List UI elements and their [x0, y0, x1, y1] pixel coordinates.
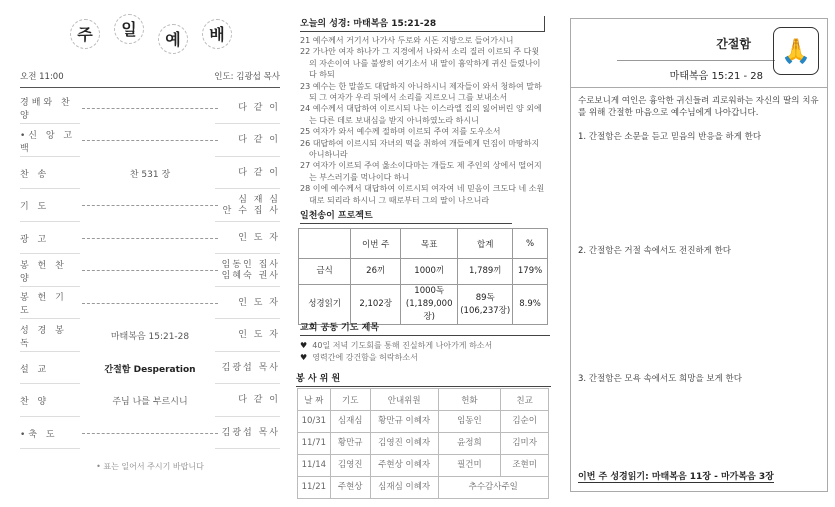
table-cell: 2,102장	[351, 285, 401, 325]
scripture-verses	[300, 35, 545, 206]
table-cell: 10/31	[298, 411, 331, 433]
table-cell: 주현상	[330, 477, 370, 499]
volunteer-heading: 봉 사 위 원	[296, 371, 551, 387]
table-cell: 필건미	[438, 455, 501, 477]
header-cell	[299, 229, 351, 259]
prayer-item: ♥ 40일 저녁 기도회를 통해 진실하게 나아가게 하소서	[300, 341, 493, 350]
worship-row	[20, 325, 280, 349]
table-cell: 김순이	[501, 411, 549, 433]
worship-row	[20, 228, 280, 248]
prayer-heading: 교회 공동 기도 제목	[300, 320, 550, 336]
table-row	[298, 411, 549, 433]
volunteer-table	[297, 388, 549, 499]
row-person: 다 같 이	[238, 167, 280, 178]
table-cell: 1000독 (1,189,000장)	[401, 285, 458, 325]
worship-row	[20, 196, 280, 216]
row-label: 봉 헌 찬 양	[20, 260, 67, 284]
header-cell: 안내위원	[370, 389, 438, 411]
worship-row	[20, 130, 280, 154]
header-cell: 헌화	[438, 389, 501, 411]
row-person: 김광섭 목사	[221, 427, 280, 438]
table-cell: 11/21	[298, 477, 331, 499]
row-detail: 간절함 Desperation	[104, 364, 196, 375]
weekly-reading: 이번 주 성경읽기: 마태복음 11장 - 마가복음 3장	[578, 469, 774, 483]
row-label: 성 경 봉 독	[20, 325, 67, 349]
praying-hands-icon: 🙏	[773, 27, 819, 75]
service-time: 오전 11:00	[20, 72, 64, 82]
title-char: 주	[70, 19, 100, 49]
worship-row	[20, 423, 280, 443]
dotted-leader	[82, 205, 218, 206]
sermon-point: 3. 간절함은 모욕 속에서도 희망을 보게 한다	[578, 374, 742, 384]
dotted-leader	[82, 238, 218, 239]
row-label: 설 교	[20, 364, 50, 375]
dotted-leader	[82, 270, 218, 271]
table-cell: 추수감사주일	[438, 477, 548, 499]
sermon-title: 간절함	[716, 37, 751, 51]
title-char: 배	[202, 19, 232, 49]
table-cell: 1,789끼	[458, 259, 513, 285]
project-heading: 일천송이 프로젝트	[300, 208, 512, 224]
verse: 21 예수께서 거기서 나가사 두로와 시돈 지방으로 들어가시니	[300, 36, 514, 45]
row-label: 경배와 찬양	[20, 98, 73, 121]
dotted-leader	[82, 433, 218, 434]
table-cell: 심재심	[330, 411, 370, 433]
header-cell: 이번 주	[351, 229, 401, 259]
sermon-intro: 수로보니게 여인은 흉악한 귀신들려 괴로워하는 자신의 딸의 치유를 위해 간절한 마음으로 예수님에게 나아갑니다.	[578, 96, 819, 118]
dotted-leader	[82, 303, 218, 304]
header-cell: 날 짜	[298, 389, 331, 411]
dotted-leader	[82, 108, 218, 109]
table-cell: 김영진 이혜자	[370, 433, 438, 455]
verse: 25 여자가 와서 예수께 절하며 이르되 주여 저를 도우소서	[300, 127, 501, 137]
sermon-point: 2. 간절함은 거절 속에서도 전진하게 한다	[578, 246, 731, 256]
table-cell: 김미자	[501, 433, 549, 455]
table-row	[299, 285, 548, 325]
table-cell: 11/14	[298, 455, 331, 477]
table-cell: 1000끼	[401, 259, 458, 285]
prayer-text: 40일 저녁 기도회를 통해 진실하게 나아가게 하소서	[312, 341, 493, 350]
row-person: 다 같 이	[238, 395, 280, 405]
table-cell: 89독 (106,237장)	[458, 285, 513, 325]
worship-row	[20, 163, 280, 183]
header-cell: 목표	[401, 229, 458, 259]
header-cell: %	[513, 229, 548, 259]
title-char: 일	[114, 14, 144, 44]
row-person: 다 같 이	[238, 135, 280, 145]
prayer-text: 영력간에 강건함을 허락하소서	[312, 353, 418, 362]
row-person: 심 재 심 안 수 집 사	[222, 194, 280, 216]
table-cell: 김영진	[330, 455, 370, 477]
row-person: 다 같 이	[238, 102, 280, 113]
verse: 24 예수께서 대답하여 이르시되 나는 이스라엘 집의 잃어버린 양 외에는 다른 데로 보내심을 받지 아니하였노라 하시니	[300, 104, 542, 125]
row-label: 찬 송	[20, 169, 50, 180]
table-cell: 조현미	[501, 455, 549, 477]
table-cell: 심재심 이혜자	[370, 477, 438, 499]
row-detail: 찬 531 장	[129, 169, 171, 180]
row-detail: 마태복음 15:21-28	[110, 332, 190, 342]
title-char: 예	[158, 24, 188, 54]
service-header	[20, 70, 280, 88]
row-person: 인 도 자	[238, 330, 280, 340]
page-title	[70, 14, 240, 54]
table-cell: 성경읽기	[299, 285, 351, 325]
table-cell: 임동인	[438, 411, 501, 433]
header-cell: 친교	[501, 389, 549, 411]
verse: 23 예수는 한 말씀도 대답하지 아니하시니 제자들이 와서 청하여 말하되 그 여자가 우리 뒤에서 소리를 지르오니 그를 보내소서	[300, 81, 542, 103]
table-cell: 금식	[299, 259, 351, 285]
footnote: • 표는 일어서 주시기 바랍니다	[96, 462, 204, 471]
dotted-leader	[82, 140, 218, 141]
table-cell: 26끼	[351, 259, 401, 285]
table-header	[298, 389, 549, 411]
table-row	[298, 455, 549, 477]
table-row	[299, 259, 548, 285]
service-leader: 인도: 김광섭 목사	[214, 72, 280, 82]
worship-row	[20, 259, 280, 284]
table-header	[299, 229, 548, 259]
sermon-notes	[570, 18, 828, 492]
table-cell: 179%	[513, 259, 548, 285]
row-detail: 주님 나를 부르시니	[112, 397, 188, 407]
row-person: 인 도 자	[238, 297, 280, 308]
row-person: 김광섭 목사	[221, 362, 280, 373]
table-row	[298, 433, 549, 455]
header-cell: 기도	[330, 389, 370, 411]
row-label: •축 도	[20, 429, 58, 440]
row-person: 인 도 자	[238, 232, 280, 243]
project-table	[298, 228, 548, 325]
verse: 28 이에 예수께서 대답하여 이르시되 여자여 네 믿음이 크도다 네 소원대로 되리라 하시니 그 때로부터 그의 딸이 나으니라	[300, 184, 545, 205]
table-cell: 주현상 이혜자	[370, 455, 438, 477]
row-label: 기 도	[20, 202, 50, 212]
verse: 26 대답하여 이르시되 자녀의 떡을 취하여 개들에게 던짐이 마땅하지 아니하니라	[300, 138, 540, 160]
table-cell: 황만규	[330, 433, 370, 455]
prayer-item: ♥ 영력간에 강건함을 허락하소서	[300, 353, 418, 362]
row-label: •신 앙 고 백	[20, 130, 76, 154]
scripture-heading: 오늘의 성경: 마태복음 15:21-28	[300, 16, 545, 32]
sermon-reference: 마태복음 15:21 - 28	[669, 71, 763, 82]
row-label: 찬 양	[20, 397, 50, 407]
sermon-point: 1. 간절함은 소문을 듣고 믿음의 반응을 하게 한다	[578, 132, 762, 142]
worship-row	[20, 293, 280, 316]
verse: 27 여자가 이르되 주여 옳소이다마는 개들도 제 주인의 상에서 떨어지는 부스러기를 먹나이다 하니	[300, 161, 542, 182]
header-cell: 합계	[458, 229, 513, 259]
worship-row	[20, 358, 280, 378]
worship-row	[20, 391, 280, 411]
prayer-list	[300, 340, 492, 364]
table-cell: 8.9%	[513, 285, 548, 325]
table-cell: 11/71	[298, 433, 331, 455]
row-person: 임동인 집사 임혜숙 권사	[221, 259, 280, 281]
worship-row	[20, 98, 280, 121]
table-cell: 윤정희	[438, 433, 501, 455]
table-row	[298, 477, 549, 499]
row-label: 봉 헌 기 도	[20, 293, 67, 316]
verse: 22 가나안 여자 하나가 그 지경에서 나와서 소리 질러 이르되 주 다윗의 자손이여 나를 불쌍히 여기소서 내 딸이 흉악하게 귀신 들렸나이다 하되	[300, 47, 541, 80]
table-cell: 황만규 이혜자	[370, 411, 438, 433]
row-label: 광 고	[20, 234, 50, 245]
